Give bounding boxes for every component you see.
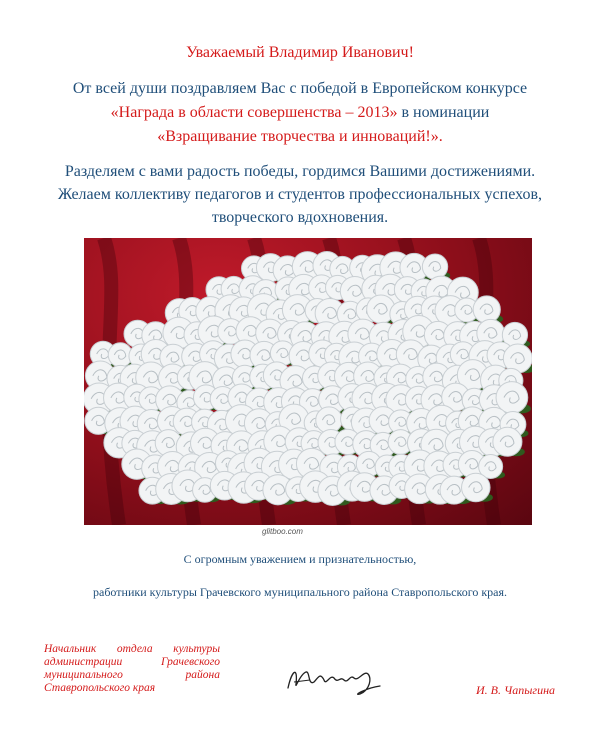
contest-name: «Награда в области совершенства – 2013» <box>110 104 398 121</box>
closing-line-1: С огромным уважением и признательностью, <box>183 552 417 566</box>
signer-title-line: Ставропольского края <box>44 682 156 694</box>
photo-watermark: glitboo.com <box>262 527 303 536</box>
closing-line-2: работники культуры Грачевского муниципального района Ставропольского края. <box>93 585 507 599</box>
signer-title-line: администрации Грачевского <box>44 656 220 668</box>
roses-illustration <box>84 238 532 525</box>
congrats-paragraph <box>20 77 580 149</box>
signer-title-line: Начальник отдела культуры <box>44 643 220 655</box>
signer-name: И. В. Чапыгина <box>476 683 556 697</box>
signer-title-line: муниципального района <box>44 669 220 681</box>
nomination-name: «Взращивание творчества и инноваций!». <box>157 128 443 145</box>
wishes-paragraph: Разделяем с вами радость победы, гордимся Вашими достижениями. Желаем коллективу педагогов и студентов профессиональных успехов, творческого вдохновения. <box>57 163 543 226</box>
congrats-text: От всей души поздравляем Вас с победой в Европейском конкурсе <box>72 80 528 97</box>
roses-photo <box>84 238 532 525</box>
signer-title <box>44 643 220 695</box>
nomination-prefix: в номинации <box>397 104 490 121</box>
handwritten-signature <box>280 660 390 705</box>
greeting: Уважаемый Владимир Иванович! <box>186 44 414 61</box>
